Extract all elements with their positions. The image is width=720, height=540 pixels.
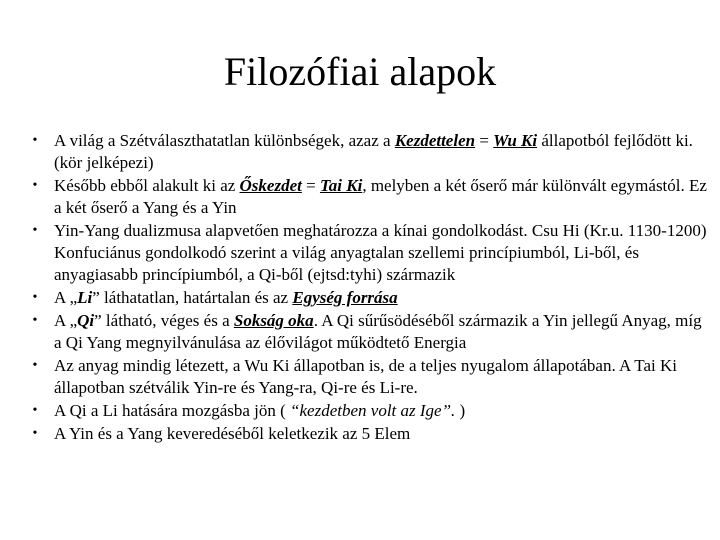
- bullet-text: ” láthatatlan, határtalan és az: [92, 288, 293, 307]
- emphasized-term: Kezdettelen: [394, 131, 476, 150]
- slide-title: Filozófiai alapok: [223, 49, 497, 94]
- bullet-text: állapotból fejlődött ki. (kör jelképezi): [54, 131, 693, 172]
- bullet-dot-icon: •: [32, 426, 38, 441]
- emphasized-term: Őskezdet: [239, 176, 302, 195]
- bullet-dot-icon: •: [32, 223, 38, 238]
- bullet-list: [28, 130, 712, 446]
- emphasized-term: Tai Ki: [319, 176, 363, 195]
- bullet-text: . A Qi sűrűsödéséből származik a Yin jellegű Anyag, míg a Qi Yang megnyilvánulása az élővilágot működtető Energia: [54, 311, 702, 352]
- bullet-text: =: [475, 131, 494, 150]
- emphasized-term: “kezdetben volt az Ige”.: [290, 401, 456, 420]
- emphasized-term: Wu Ki: [493, 131, 538, 150]
- bullet-text: A „: [54, 288, 78, 307]
- emphasized-term: Egység forrása: [292, 288, 398, 307]
- bullet-text: A „: [54, 311, 78, 330]
- bullet-item: [28, 400, 712, 422]
- bullet-item: [28, 287, 712, 309]
- bullet-item: [28, 423, 712, 445]
- emphasized-term: Qi: [77, 311, 95, 330]
- bullet-text: Yin-Yang dualizmusa alapvetően meghatározza a kínai gondolkodást. Csu Hi (Kr.u. 1130-1200) Konfuciánus gondolkodó szerint a világ anyagtalan szellemi princípiumból, Li-ből, és anyagiasabb princípiumból, a Qi-ből (ejtsd:tyhi) származik: [54, 221, 707, 284]
- bullet-text: A világ a Szétválaszthatatlan különbségek, azaz a: [54, 131, 395, 150]
- bullet-item: [28, 175, 712, 219]
- bullet-text: ): [455, 401, 466, 420]
- bullet-text: A Yin és a Yang keveredéséből keletkezik az 5 Elem: [54, 424, 411, 443]
- bullet-text: ” látható, véges és a: [94, 311, 234, 330]
- bullet-text: Később ebből alakult ki az: [54, 176, 240, 195]
- bullet-item: [28, 355, 712, 399]
- bullet-text: A Qi a Li hatására mozgásba jön (: [54, 401, 291, 420]
- bullet-dot-icon: •: [32, 358, 38, 373]
- bullet-dot-icon: •: [32, 313, 38, 328]
- emphasized-term: Li: [77, 288, 93, 307]
- bullet-text: Az anyag mindig létezett, a Wu Ki állapotban is, de a teljes nyugalom állapotában. A Tai Ki állapotban szétválik Yin-re és Yang-ra, Qi-re és Li-re.: [54, 356, 678, 397]
- bullet-item: [28, 220, 712, 286]
- bullet-dot-icon: •: [32, 290, 38, 305]
- emphasized-term: Sokság oka: [233, 311, 314, 330]
- bullet-item: [28, 310, 712, 354]
- bullet-item: [28, 130, 712, 174]
- bullet-dot-icon: •: [32, 403, 38, 418]
- bullet-dot-icon: •: [32, 178, 38, 193]
- bullet-text: , melyben a két őserő már különvált egymástól. Ez a két őserő a Yang és a Yin: [54, 176, 707, 217]
- bullet-dot-icon: •: [32, 133, 38, 148]
- bullet-text: =: [301, 176, 320, 195]
